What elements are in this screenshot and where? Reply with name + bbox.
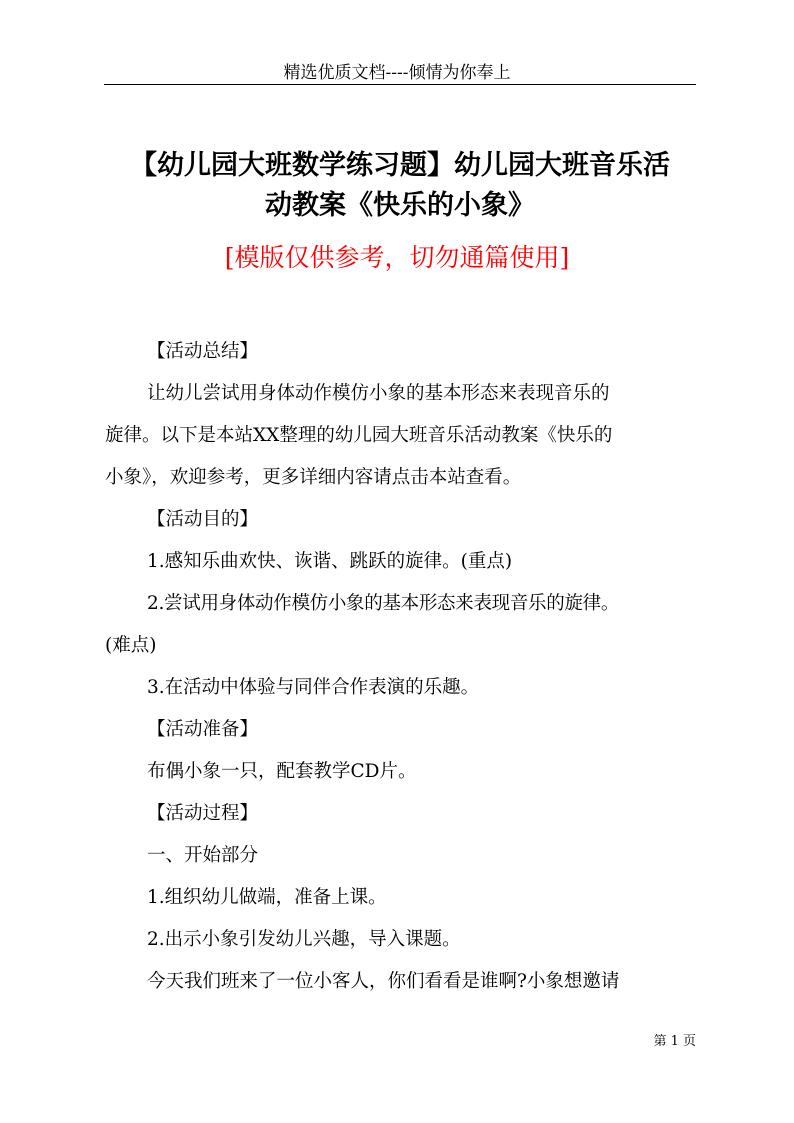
paragraph-line: 1.感知乐曲欢快、诙谐、跳跃的旋律。(重点) [147,551,513,572]
header-divider [104,84,696,85]
paragraph-line: 2.出示小象引发幼儿兴趣，导入课题。 [147,929,461,950]
page-header: 精选优质文档----倾情为你奉上 [283,63,511,83]
document-body [105,331,703,1003]
paragraph-line: 1.组织幼儿做端，准备上课。 [147,887,387,908]
paragraph-line: 让幼儿尝试用身体动作模仿小象的基本形态来表现音乐的 [147,383,610,404]
document-title [104,146,696,226]
section-heading-preparation: 【活动准备】 [147,719,259,740]
title-line-2: 动教案《快乐的小象》 [265,190,535,221]
paragraph-line: 布偶小象一只，配套教学CD片。 [147,761,417,782]
section-heading-goals: 【活动目的】 [147,509,259,530]
paragraph-line: 一、开始部分 [147,845,259,866]
section-heading-summary: 【活动总结】 [147,341,259,362]
paragraph-line: 旋律。以下是本站XX整理的幼儿园大班音乐活动教案《快乐的 [105,425,613,446]
title-line-1: 【幼儿园大班数学练习题】幼儿园大班音乐活 [130,150,670,181]
section-heading-process: 【活动过程】 [147,803,259,824]
template-notice: [模版仅供参考，切勿通篇使用] [224,243,570,272]
paragraph-line: (难点) [105,635,157,656]
paragraph-line: 3.在活动中体验与同伴合作表演的乐趣。 [147,677,480,698]
page-number: 第 1 页 [653,1034,696,1049]
paragraph-line: 小象》，欢迎参考，更多详细内容请点击本站查看。 [105,467,522,488]
paragraph-line: 今天我们班来了一位小客人，你们看看是谁啊?小象想邀请 [147,971,620,992]
paragraph-line: 2.尝试用身体动作模仿小象的基本形态来表现音乐的旋律。 [147,593,620,614]
